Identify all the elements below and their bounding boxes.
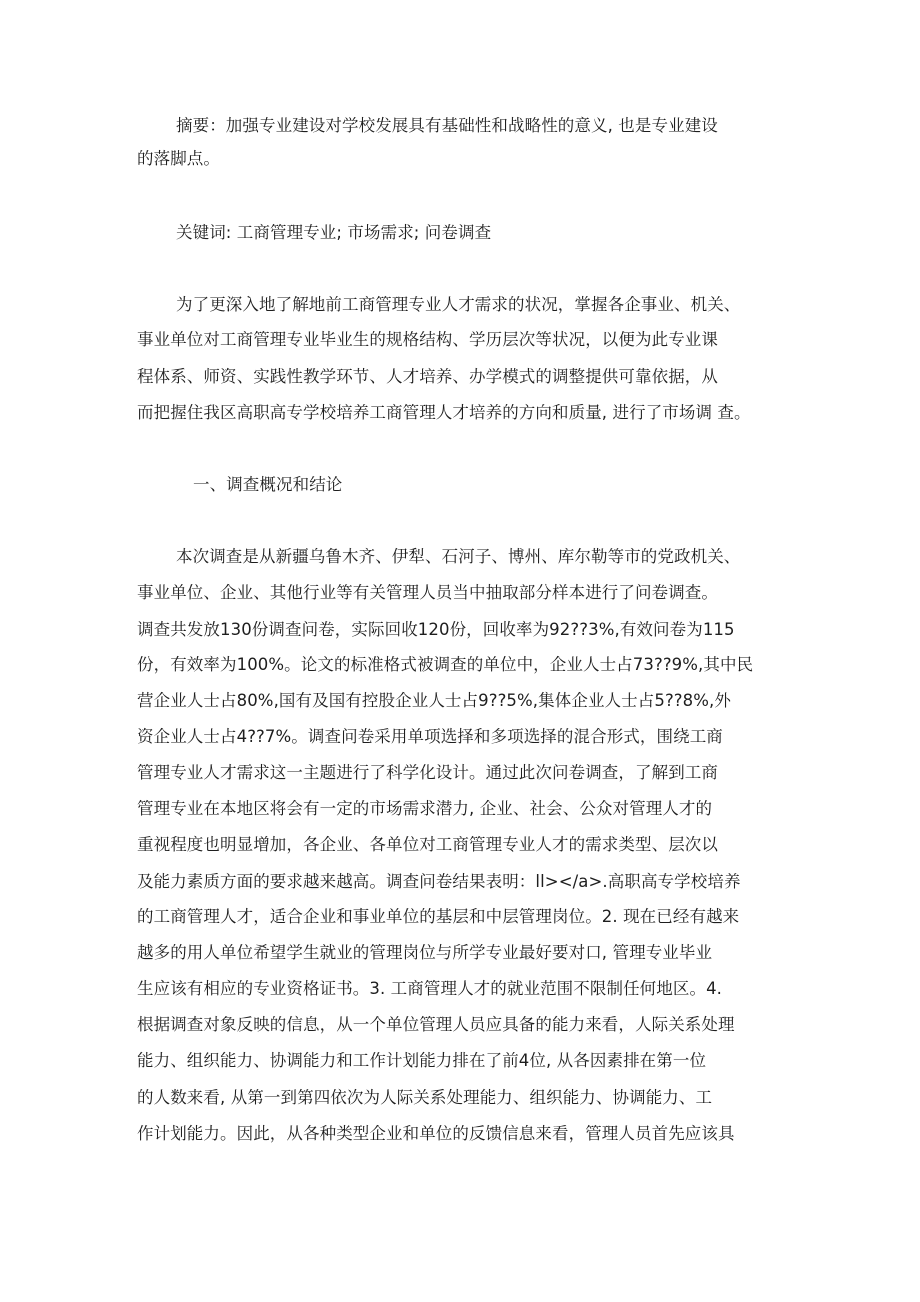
- intro-line: 事业单位对工商管理专业毕业生的规格结构、学历层次等状况，以便为此专业课: [137, 330, 718, 349]
- keywords-line: 关键词: 工商管理专业; 市场需求; 问卷调查: [176, 223, 492, 242]
- body-line: 能力、组织能力、协调能力和工作计划能力排在了前4位, 从各因素排在第一位: [137, 1051, 707, 1070]
- intro-line: 而把握住我区高职高专学校培养工商管理人才培养的方向和质量, 进行了市场调 查。: [137, 403, 751, 422]
- body-line: 调查共发放130份调查问卷，实际回收120份，回收率为92??3%,有效问卷为115: [137, 620, 735, 639]
- section-heading: 一、调查概况和结论: [193, 475, 343, 494]
- abstract-line: 的落脚点。: [137, 149, 220, 168]
- body-line: 越多的用人单位希望学生就业的管理岗位与所学专业最好要对口, 管理专业毕业: [137, 943, 713, 962]
- body-line: 作计划能力。因此，从各种类型企业和单位的反馈信息来看，管理人员首先应该具: [137, 1124, 735, 1143]
- body-line: 生应该有相应的专业资格证书。3. 工商管理人才的就业范围不限制任何地区。4.: [137, 979, 723, 998]
- body-line: 营企业人士占80%,国有及国有控股企业人士占9??5%,集体企业人士占5??8%,外: [137, 691, 731, 710]
- body-line: 管理专业人才需求这一主题进行了科学化设计。通过此次问卷调查，了解到工商: [137, 763, 718, 782]
- body-line: 根据调查对象反映的信息，从一个单位管理人员应具备的能力来看，人际关系处理: [137, 1015, 735, 1034]
- body-line: 本次调查是从新疆乌鲁木齐、伊犁、石河子、博州、库尔勒等市的党政机关、: [176, 547, 741, 566]
- body-line: 的人数来看, 从第一到第四依次为人际关系处理能力、组织能力、协调能力、工: [137, 1088, 713, 1107]
- body-line: 事业单位、企业、其他行业等有关管理人员当中抽取部分样本进行了问卷调查。: [137, 583, 718, 602]
- body-line: 及能力素质方面的要求越来越高。调查问卷结果表明：ll></a>.高职高专学校培养: [137, 872, 741, 891]
- body-line: 资企业人士占4??7%。调查问卷采用单项选择和多项选择的混合形式，围绕工商: [137, 727, 723, 746]
- intro-line: 程体系、师资、实践性教学环节、人才培养、办学模式的调整提供可靠依据，从: [137, 367, 718, 386]
- abstract-line: 摘要：加强专业建设对学校发展具有基础性和战略性的意义, 也是专业建设: [176, 116, 718, 135]
- body-line: 重视程度也明显增加，各企业、各单位对工商管理专业人才的需求类型、层次以: [137, 835, 718, 854]
- intro-line: 为了更深入地了解地前工商管理专业人才需求的状况，掌握各企事业、机关、: [176, 295, 741, 314]
- body-line: 的工商管理人才，适合企业和事业单位的基层和中层管理岗位。2. 现在已经有越来: [137, 907, 740, 926]
- body-line: 份，有效率为100%。论文的标准格式被调查的单位中，企业人士占73??9%,其中民: [137, 655, 754, 674]
- body-line: 管理专业在本地区将会有一定的市场需求潜力, 企业、社会、公众对管理人才的: [137, 799, 713, 818]
